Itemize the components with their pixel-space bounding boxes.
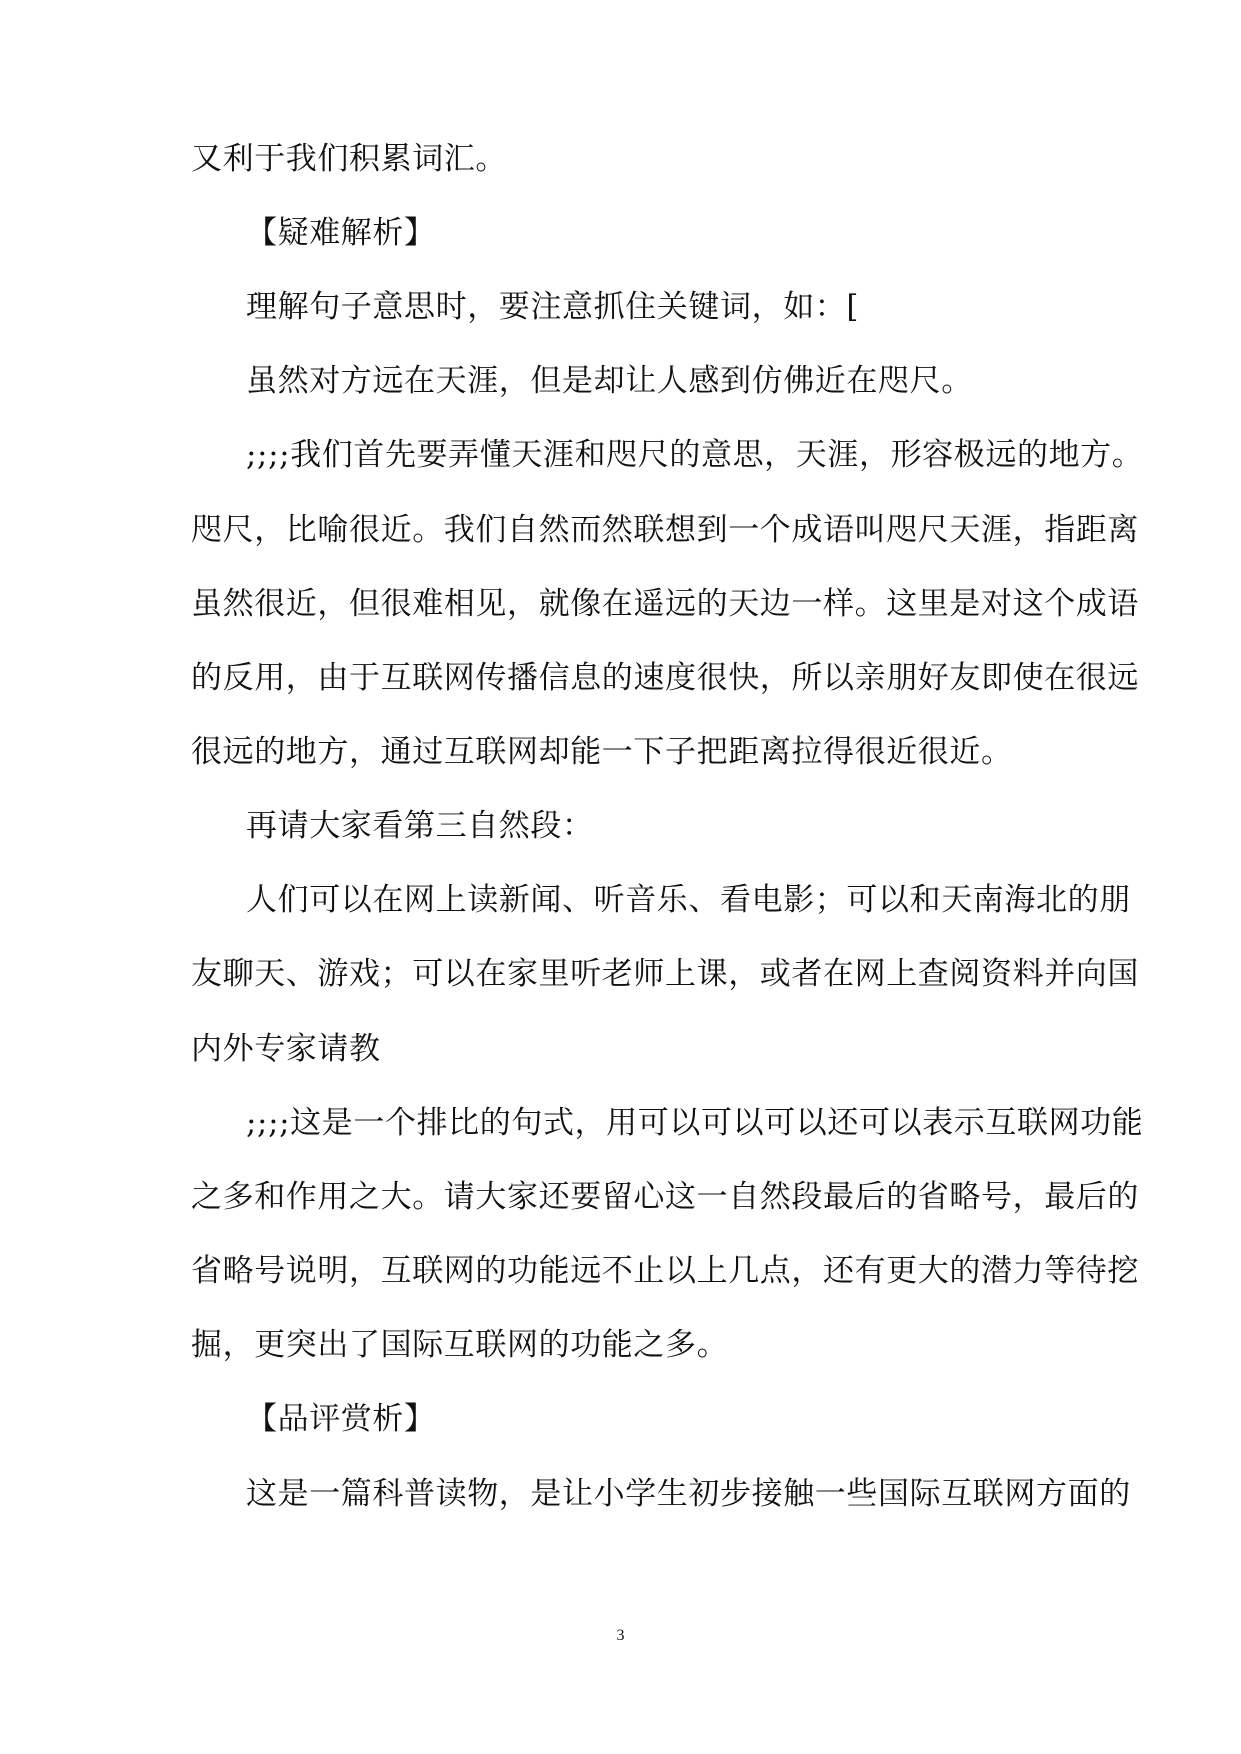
text-line: 虽然对方远在天涯，但是却让人感到仿佛近在咫尺。 (246, 363, 973, 399)
text-line: 虽然很近，但很难相见，就像在遥远的天边一样。这里是对这个成语 (191, 586, 1139, 622)
page-number: 3 (616, 1627, 625, 1644)
text-line: 省略号说明，互联网的功能远不止以上几点，还有更大的潜力等待挖 (191, 1253, 1139, 1289)
text-line: 内外专家请教 (191, 1031, 381, 1067)
text-line: ;;;;这是一个排比的句式，用可以可以可以还可以表示互联网功能 (246, 1105, 1144, 1141)
text-line: 这是一篇科普读物，是让小学生初步接触一些国际互联网方面的 (246, 1476, 1131, 1512)
text-line: 理解句子意思时，要注意抓住关键词，如：[ (246, 289, 860, 325)
text-line: 很远的地方，通过互联网却能一下子把距离拉得很近很近。 (191, 734, 1013, 770)
text-line: 之多和作用之大。请大家还要留心这一自然段最后的省略号，最后的 (191, 1179, 1139, 1215)
text-line: 掘，更突出了国际互联网的功能之多。 (191, 1327, 729, 1363)
text-line: 咫尺，比喻很近。我们自然而然联想到一个成语叫咫尺天涯，指距离 (191, 512, 1139, 548)
text-line: 友聊天、游戏；可以在家里听老师上课，或者在网上查阅资料并向国 (191, 956, 1139, 992)
text-line: 人们可以在网上读新闻、听音乐、看电影；可以和天南海北的朋 (246, 882, 1131, 918)
section-heading: 【品评赏析】 (246, 1401, 436, 1437)
text-line: 又利于我们积累词汇。 (191, 141, 507, 177)
section-heading: 【疑难解析】 (246, 215, 436, 251)
text-line: 再请大家看第三自然段： (246, 808, 594, 844)
text-line: 的反用，由于互联网传播信息的速度很快，所以亲朋好友即使在很远 (191, 660, 1139, 696)
text-line: ;;;;我们首先要弄懂天涯和咫尺的意思，天涯，形容极远的地方。 (246, 437, 1144, 473)
